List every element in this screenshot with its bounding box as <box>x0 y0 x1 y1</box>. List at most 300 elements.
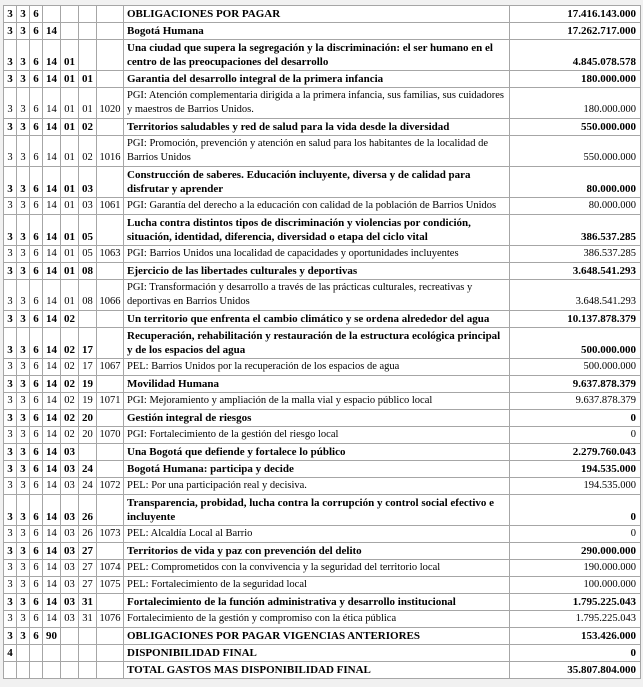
code-cell <box>79 662 97 679</box>
table-row <box>4 611 641 628</box>
code-cell: 08 <box>79 280 97 311</box>
code-cell: 3 <box>17 119 30 136</box>
code-cell: 6 <box>30 611 43 628</box>
code-cell: 02 <box>61 328 79 359</box>
code-cell: 3 <box>4 543 17 560</box>
table-row <box>4 410 641 427</box>
code-cell: 02 <box>61 311 79 328</box>
code-cell <box>43 6 61 23</box>
code-cell: 3 <box>17 393 30 410</box>
code-cell: 3 <box>4 393 17 410</box>
code-cell: 3 <box>17 410 30 427</box>
description-cell: PGI: Fortalecimiento de la gestión del riesgo local <box>124 427 510 444</box>
code-cell: 1072 <box>97 478 124 495</box>
code-cell: 14 <box>43 40 61 71</box>
code-cell: 14 <box>43 167 61 198</box>
code-cell: 14 <box>43 393 61 410</box>
code-cell: 6 <box>30 88 43 119</box>
table-row <box>4 526 641 543</box>
description-cell: Territorios de vida y paz con prevención del delito <box>124 543 510 560</box>
amount-cell: 35.807.804.000 <box>510 662 641 679</box>
table-row <box>4 645 641 662</box>
description-cell: Construcción de saberes. Educación incluyente, diversa y de calidad para disfrutar y aprender <box>124 167 510 198</box>
amount-cell: 10.137.878.379 <box>510 311 641 328</box>
code-cell: 1071 <box>97 393 124 410</box>
description-cell: OBLIGACIONES POR PAGAR <box>124 6 510 23</box>
amount-cell: 180.000.000 <box>510 88 641 119</box>
amount-cell: 1.795.225.043 <box>510 611 641 628</box>
table-row <box>4 427 641 444</box>
table-row <box>4 263 641 280</box>
description-cell: PEL: Alcaldía Local al Barrio <box>124 526 510 543</box>
code-cell: 14 <box>43 560 61 577</box>
code-cell: 14 <box>43 495 61 526</box>
code-cell: 1076 <box>97 611 124 628</box>
code-cell: 6 <box>30 560 43 577</box>
code-cell <box>97 215 124 246</box>
amount-cell: 500.000.000 <box>510 359 641 376</box>
table-row <box>4 393 641 410</box>
code-cell: 14 <box>43 23 61 40</box>
code-cell: 14 <box>43 577 61 594</box>
table-row <box>4 577 641 594</box>
code-cell: 1070 <box>97 427 124 444</box>
code-cell: 6 <box>30 311 43 328</box>
code-cell: 1073 <box>97 526 124 543</box>
description-cell: Movilidad Humana <box>124 376 510 393</box>
code-cell: 6 <box>30 594 43 611</box>
code-cell <box>61 662 79 679</box>
table-row <box>4 543 641 560</box>
code-cell: 03 <box>61 495 79 526</box>
amount-cell: 80.000.000 <box>510 198 641 215</box>
code-cell <box>79 6 97 23</box>
table-row <box>4 376 641 393</box>
code-cell: 6 <box>30 71 43 88</box>
amount-cell: 9.637.878.379 <box>510 393 641 410</box>
code-cell <box>61 628 79 645</box>
code-cell: 01 <box>61 280 79 311</box>
code-cell: 3 <box>17 577 30 594</box>
code-cell: 6 <box>30 328 43 359</box>
description-cell: Garantia del desarrollo integral de la primera infancia <box>124 71 510 88</box>
code-cell <box>79 628 97 645</box>
code-cell: 3 <box>4 263 17 280</box>
table-row <box>4 6 641 23</box>
code-cell <box>17 645 30 662</box>
code-cell: 1067 <box>97 359 124 376</box>
table-row <box>4 560 641 577</box>
code-cell <box>97 662 124 679</box>
code-cell <box>61 645 79 662</box>
code-cell: 14 <box>43 444 61 461</box>
table-row <box>4 88 641 119</box>
code-cell: 1016 <box>97 136 124 167</box>
code-cell: 14 <box>43 215 61 246</box>
amount-cell: 550.000.000 <box>510 119 641 136</box>
code-cell: 01 <box>61 167 79 198</box>
code-cell: 3 <box>4 628 17 645</box>
code-cell: 3 <box>17 215 30 246</box>
code-cell: 90 <box>43 628 61 645</box>
code-cell <box>97 495 124 526</box>
code-cell: 6 <box>30 628 43 645</box>
amount-cell: 4.845.078.578 <box>510 40 641 71</box>
table-row <box>4 594 641 611</box>
code-cell: 3 <box>4 478 17 495</box>
code-cell: 1063 <box>97 246 124 263</box>
code-cell <box>43 645 61 662</box>
code-cell: 3 <box>17 461 30 478</box>
code-cell: 3 <box>17 23 30 40</box>
code-cell: 03 <box>79 167 97 198</box>
code-cell: 6 <box>30 427 43 444</box>
code-cell: 3 <box>4 280 17 311</box>
amount-cell: 180.000.000 <box>510 71 641 88</box>
description-cell: OBLIGACIONES POR PAGAR VIGENCIAS ANTERIORES <box>124 628 510 645</box>
code-cell: 01 <box>61 246 79 263</box>
description-cell: Territorios saludables y red de salud para la vida desde la diversidad <box>124 119 510 136</box>
code-cell: 6 <box>30 495 43 526</box>
description-cell: PEL: Fortalecimiento de la seguridad local <box>124 577 510 594</box>
table-row <box>4 328 641 359</box>
code-cell <box>97 444 124 461</box>
amount-cell: 386.537.285 <box>510 215 641 246</box>
code-cell: 3 <box>4 560 17 577</box>
code-cell <box>61 6 79 23</box>
amount-cell: 550.000.000 <box>510 136 641 167</box>
amount-cell: 9.637.878.379 <box>510 376 641 393</box>
code-cell <box>17 662 30 679</box>
code-cell: 3 <box>4 40 17 71</box>
code-cell: 3 <box>4 577 17 594</box>
code-cell: 3 <box>4 246 17 263</box>
amount-cell: 194.535.000 <box>510 461 641 478</box>
description-cell: PEL: Barrios Unidos por la recuperación de los espacios de agua <box>124 359 510 376</box>
code-cell: 17 <box>79 359 97 376</box>
description-cell: DISPONIBILIDAD FINAL <box>124 645 510 662</box>
table-row <box>4 461 641 478</box>
code-cell: 1020 <box>97 88 124 119</box>
code-cell <box>79 40 97 71</box>
amount-cell: 190.000.000 <box>510 560 641 577</box>
code-cell: 6 <box>30 23 43 40</box>
code-cell: 03 <box>61 577 79 594</box>
code-cell: 03 <box>61 560 79 577</box>
code-cell: 3 <box>4 215 17 246</box>
code-cell: 03 <box>61 444 79 461</box>
code-cell: 3 <box>4 410 17 427</box>
code-cell: 3 <box>17 478 30 495</box>
code-cell <box>79 645 97 662</box>
code-cell: 14 <box>43 328 61 359</box>
code-cell <box>97 263 124 280</box>
code-cell: 4 <box>4 645 17 662</box>
code-cell: 27 <box>79 543 97 560</box>
code-cell: 26 <box>79 526 97 543</box>
table-row <box>4 198 641 215</box>
code-cell: 3 <box>4 119 17 136</box>
code-cell <box>97 543 124 560</box>
budget-table-body <box>4 6 641 679</box>
code-cell: 3 <box>4 444 17 461</box>
code-cell <box>97 461 124 478</box>
code-cell <box>4 662 17 679</box>
code-cell: 3 <box>4 328 17 359</box>
code-cell: 05 <box>79 215 97 246</box>
code-cell: 3 <box>4 461 17 478</box>
code-cell: 24 <box>79 478 97 495</box>
code-cell: 3 <box>17 526 30 543</box>
code-cell <box>97 594 124 611</box>
table-row <box>4 215 641 246</box>
code-cell: 14 <box>43 119 61 136</box>
code-cell: 03 <box>79 198 97 215</box>
code-cell: 02 <box>61 427 79 444</box>
code-cell: 3 <box>17 136 30 167</box>
code-cell: 02 <box>61 359 79 376</box>
code-cell <box>30 645 43 662</box>
code-cell: 6 <box>30 167 43 198</box>
budget-obligations-table <box>3 5 641 679</box>
amount-cell: 3.648.541.293 <box>510 280 641 311</box>
description-cell: Bogotá Humana <box>124 23 510 40</box>
code-cell: 6 <box>30 461 43 478</box>
code-cell: 1066 <box>97 280 124 311</box>
amount-cell: 153.426.000 <box>510 628 641 645</box>
table-row <box>4 71 641 88</box>
code-cell <box>79 23 97 40</box>
amount-cell: 2.279.760.043 <box>510 444 641 461</box>
table-row <box>4 662 641 679</box>
amount-cell: 80.000.000 <box>510 167 641 198</box>
code-cell: 01 <box>61 71 79 88</box>
code-cell <box>97 119 124 136</box>
code-cell <box>61 23 79 40</box>
code-cell: 14 <box>43 410 61 427</box>
code-cell: 3 <box>4 311 17 328</box>
code-cell: 14 <box>43 263 61 280</box>
table-row <box>4 167 641 198</box>
table-row <box>4 136 641 167</box>
code-cell: 3 <box>17 611 30 628</box>
code-cell: 01 <box>79 88 97 119</box>
code-cell: 27 <box>79 560 97 577</box>
code-cell: 3 <box>4 71 17 88</box>
code-cell: 3 <box>4 198 17 215</box>
code-cell: 3 <box>17 594 30 611</box>
code-cell <box>97 328 124 359</box>
table-row <box>4 311 641 328</box>
code-cell: 01 <box>61 88 79 119</box>
code-cell: 03 <box>61 461 79 478</box>
code-cell <box>43 662 61 679</box>
code-cell: 3 <box>4 611 17 628</box>
amount-cell: 0 <box>510 427 641 444</box>
code-cell: 6 <box>30 215 43 246</box>
table-row <box>4 23 641 40</box>
amount-cell: 0 <box>510 645 641 662</box>
code-cell: 01 <box>61 263 79 280</box>
code-cell: 17 <box>79 328 97 359</box>
code-cell: 1074 <box>97 560 124 577</box>
code-cell: 27 <box>79 577 97 594</box>
description-cell: Ejercicio de las libertades culturales y deportivas <box>124 263 510 280</box>
code-cell: 3 <box>17 628 30 645</box>
description-cell: Un territorio que enfrenta el cambio climático y se ordena alrededor del agua <box>124 311 510 328</box>
code-cell: 14 <box>43 376 61 393</box>
code-cell: 6 <box>30 376 43 393</box>
code-cell: 3 <box>17 359 30 376</box>
code-cell: 14 <box>43 478 61 495</box>
description-cell: PGI: Mejoramiento y ampliación de la malla vial y espacio público local <box>124 393 510 410</box>
code-cell: 6 <box>30 136 43 167</box>
code-cell: 3 <box>17 560 30 577</box>
code-cell: 3 <box>4 427 17 444</box>
code-cell: 14 <box>43 136 61 167</box>
amount-cell: 0 <box>510 526 641 543</box>
code-cell: 6 <box>30 40 43 71</box>
description-cell: PEL: Por una participación real y decisiva. <box>124 478 510 495</box>
code-cell: 08 <box>79 263 97 280</box>
code-cell: 01 <box>61 136 79 167</box>
description-cell: PGI: Barrios Unidos una localidad de capacidades y oportunidades incluyentes <box>124 246 510 263</box>
code-cell <box>97 40 124 71</box>
amount-cell: 386.537.285 <box>510 246 641 263</box>
code-cell: 3 <box>17 444 30 461</box>
amount-cell: 290.000.000 <box>510 543 641 560</box>
code-cell: 3 <box>17 280 30 311</box>
code-cell: 3 <box>17 376 30 393</box>
code-cell: 3 <box>4 376 17 393</box>
code-cell: 14 <box>43 359 61 376</box>
code-cell: 01 <box>61 119 79 136</box>
code-cell: 14 <box>43 594 61 611</box>
description-cell: TOTAL GASTOS MAS DISPONIBILIDAD FINAL <box>124 662 510 679</box>
code-cell: 31 <box>79 611 97 628</box>
code-cell: 6 <box>30 198 43 215</box>
code-cell: 3 <box>17 6 30 23</box>
description-cell: PEL: Comprometidos con la convivencia y la seguridad del territorio local <box>124 560 510 577</box>
code-cell: 01 <box>61 215 79 246</box>
code-cell: 14 <box>43 88 61 119</box>
amount-cell: 17.262.717.000 <box>510 23 641 40</box>
amount-cell: 17.416.143.000 <box>510 6 641 23</box>
amount-cell: 0 <box>510 410 641 427</box>
code-cell: 3 <box>17 311 30 328</box>
code-cell: 3 <box>17 543 30 560</box>
code-cell: 6 <box>30 478 43 495</box>
code-cell: 14 <box>43 526 61 543</box>
code-cell: 14 <box>43 198 61 215</box>
code-cell <box>79 311 97 328</box>
code-cell: 6 <box>30 280 43 311</box>
table-row <box>4 478 641 495</box>
description-cell: Lucha contra distintos tipos de discriminación y violencias por condición, situación, identidad, diferencia, diversidad o etapa del ciclo vital <box>124 215 510 246</box>
code-cell <box>97 628 124 645</box>
code-cell: 3 <box>17 263 30 280</box>
code-cell: 6 <box>30 543 43 560</box>
code-cell <box>30 662 43 679</box>
code-cell: 6 <box>30 6 43 23</box>
code-cell: 14 <box>43 543 61 560</box>
table-row <box>4 280 641 311</box>
code-cell: 3 <box>4 526 17 543</box>
description-cell: Recuperación, rehabilitación y restauración de la estructura ecológica principal y de los espacios del agua <box>124 328 510 359</box>
code-cell: 14 <box>43 71 61 88</box>
description-cell: Gestión integral de riesgos <box>124 410 510 427</box>
code-cell: 6 <box>30 263 43 280</box>
code-cell: 6 <box>30 393 43 410</box>
code-cell: 3 <box>4 167 17 198</box>
code-cell: 6 <box>30 246 43 263</box>
description-cell: Una ciudad que supera la segregación y la discriminación: el ser humano en el centro de las preocupaciones del desarrollo <box>124 40 510 71</box>
code-cell: 03 <box>61 594 79 611</box>
code-cell <box>97 645 124 662</box>
amount-cell: 194.535.000 <box>510 478 641 495</box>
code-cell: 01 <box>61 40 79 71</box>
description-cell: Transparencia, probidad, lucha contra la corrupción y control social efectivo e incluyente <box>124 495 510 526</box>
code-cell: 3 <box>4 88 17 119</box>
code-cell: 3 <box>4 23 17 40</box>
code-cell: 01 <box>61 198 79 215</box>
code-cell: 1075 <box>97 577 124 594</box>
code-cell: 3 <box>17 246 30 263</box>
amount-cell: 500.000.000 <box>510 328 641 359</box>
code-cell: 6 <box>30 526 43 543</box>
code-cell: 14 <box>43 427 61 444</box>
code-cell: 03 <box>61 543 79 560</box>
table-row <box>4 246 641 263</box>
code-cell: 6 <box>30 359 43 376</box>
code-cell: 14 <box>43 280 61 311</box>
code-cell: 6 <box>30 577 43 594</box>
code-cell: 03 <box>61 526 79 543</box>
code-cell: 1061 <box>97 198 124 215</box>
code-cell: 3 <box>4 594 17 611</box>
code-cell: 3 <box>4 6 17 23</box>
code-cell <box>97 410 124 427</box>
code-cell: 3 <box>4 359 17 376</box>
table-row <box>4 444 641 461</box>
code-cell <box>97 167 124 198</box>
table-row <box>4 40 641 71</box>
table-row <box>4 119 641 136</box>
code-cell: 02 <box>61 410 79 427</box>
code-cell: 05 <box>79 246 97 263</box>
code-cell: 24 <box>79 461 97 478</box>
code-cell <box>97 71 124 88</box>
description-cell: Una Bogotá que defiende y fortalece lo público <box>124 444 510 461</box>
code-cell: 14 <box>43 246 61 263</box>
code-cell: 02 <box>61 376 79 393</box>
amount-cell: 100.000.000 <box>510 577 641 594</box>
code-cell: 3 <box>4 136 17 167</box>
description-cell: Fortalecimiento de la gestión y compromiso con la ética pública <box>124 611 510 628</box>
amount-cell: 0 <box>510 495 641 526</box>
code-cell: 01 <box>79 71 97 88</box>
amount-cell: 3.648.541.293 <box>510 263 641 280</box>
code-cell: 19 <box>79 376 97 393</box>
code-cell: 26 <box>79 495 97 526</box>
code-cell: 6 <box>30 444 43 461</box>
code-cell: 20 <box>79 427 97 444</box>
code-cell: 3 <box>17 167 30 198</box>
code-cell: 3 <box>17 71 30 88</box>
code-cell <box>97 311 124 328</box>
code-cell: 02 <box>61 393 79 410</box>
code-cell <box>97 23 124 40</box>
